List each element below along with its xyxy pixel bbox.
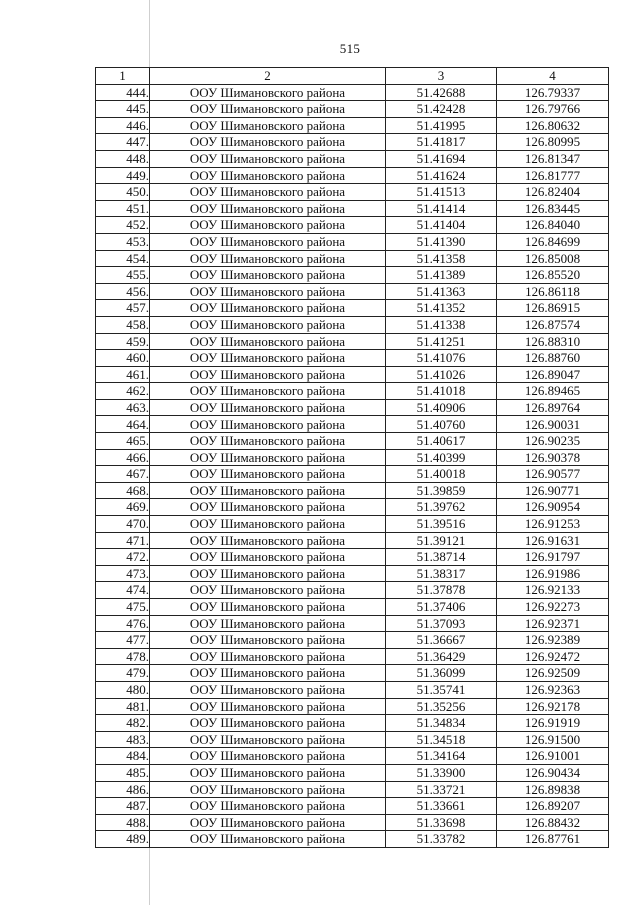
- row-latitude: 51.41363: [386, 283, 497, 300]
- page-number: 515: [339, 41, 361, 56]
- row-name: ООУ Шимановского района: [150, 333, 386, 350]
- table-row: [96, 117, 609, 134]
- row-number: 455.: [96, 267, 150, 284]
- row-longitude: 126.92363: [497, 681, 609, 698]
- row-number: 454.: [96, 250, 150, 267]
- row-number: 475.: [96, 599, 150, 616]
- table-row: [96, 715, 609, 732]
- row-number: 453.: [96, 233, 150, 250]
- row-longitude: 126.91986: [497, 565, 609, 582]
- row-number: 484.: [96, 748, 150, 765]
- column-header-number: 1: [96, 68, 150, 85]
- row-longitude: 126.90031: [497, 416, 609, 433]
- table-row: [96, 482, 609, 499]
- row-latitude: 51.39121: [386, 532, 497, 549]
- row-number: 477.: [96, 632, 150, 649]
- row-name: ООУ Шимановского района: [150, 565, 386, 582]
- row-longitude: 126.83445: [497, 200, 609, 217]
- row-number: 474.: [96, 582, 150, 599]
- row-name: ООУ Шимановского района: [150, 582, 386, 599]
- row-number: 446.: [96, 117, 150, 134]
- row-name: ООУ Шимановского района: [150, 499, 386, 516]
- row-name: ООУ Шимановского района: [150, 632, 386, 649]
- row-name: ООУ Шимановского района: [150, 599, 386, 616]
- row-number: 480.: [96, 681, 150, 698]
- row-number: 448.: [96, 150, 150, 167]
- row-name: ООУ Шимановского района: [150, 731, 386, 748]
- row-latitude: 51.35256: [386, 698, 497, 715]
- row-latitude: 51.40018: [386, 466, 497, 483]
- row-longitude: 126.86118: [497, 283, 609, 300]
- row-number: 463.: [96, 399, 150, 416]
- row-longitude: 126.92178: [497, 698, 609, 715]
- row-longitude: 126.86915: [497, 300, 609, 317]
- row-number: 487.: [96, 798, 150, 815]
- row-name: ООУ Шимановского района: [150, 748, 386, 765]
- row-number: 485.: [96, 764, 150, 781]
- table-row: [96, 449, 609, 466]
- table-row: [96, 200, 609, 217]
- row-name: ООУ Шимановского района: [150, 549, 386, 566]
- row-name: ООУ Шимановского района: [150, 482, 386, 499]
- row-number: 465.: [96, 433, 150, 450]
- row-number: 472.: [96, 549, 150, 566]
- column-header-latitude: 3: [386, 68, 497, 85]
- row-number: 483.: [96, 731, 150, 748]
- row-latitude: 51.41694: [386, 150, 497, 167]
- row-number: 452.: [96, 217, 150, 234]
- row-name: ООУ Шимановского района: [150, 134, 386, 151]
- row-latitude: 51.39859: [386, 482, 497, 499]
- row-longitude: 126.87761: [497, 831, 609, 848]
- row-number: 460.: [96, 350, 150, 367]
- table-row: [96, 516, 609, 533]
- row-latitude: 51.41389: [386, 267, 497, 284]
- row-longitude: 126.89838: [497, 781, 609, 798]
- row-longitude: 126.90378: [497, 449, 609, 466]
- row-name: ООУ Шимановского района: [150, 84, 386, 101]
- row-latitude: 51.33900: [386, 764, 497, 781]
- row-latitude: 51.41251: [386, 333, 497, 350]
- row-number: 456.: [96, 283, 150, 300]
- table-row: [96, 565, 609, 582]
- table-row: [96, 599, 609, 616]
- row-latitude: 51.41358: [386, 250, 497, 267]
- table-row: [96, 84, 609, 101]
- row-name: ООУ Шимановского района: [150, 831, 386, 848]
- row-longitude: 126.90577: [497, 466, 609, 483]
- row-name: ООУ Шимановского района: [150, 217, 386, 234]
- row-name: ООУ Шимановского района: [150, 117, 386, 134]
- table-row: [96, 184, 609, 201]
- row-number: 481.: [96, 698, 150, 715]
- row-name: ООУ Шимановского района: [150, 449, 386, 466]
- row-longitude: 126.89207: [497, 798, 609, 815]
- row-name: ООУ Шимановского района: [150, 516, 386, 533]
- row-latitude: 51.41076: [386, 350, 497, 367]
- row-latitude: 51.40760: [386, 416, 497, 433]
- row-latitude: 51.33661: [386, 798, 497, 815]
- table-row: [96, 283, 609, 300]
- row-longitude: 126.92371: [497, 615, 609, 632]
- row-number: 462.: [96, 383, 150, 400]
- table-row: [96, 582, 609, 599]
- table-row: [96, 831, 609, 848]
- row-longitude: 126.80632: [497, 117, 609, 134]
- row-longitude: 126.81777: [497, 167, 609, 184]
- row-latitude: 51.41404: [386, 217, 497, 234]
- row-name: ООУ Шимановского района: [150, 433, 386, 450]
- row-name: ООУ Шимановского района: [150, 233, 386, 250]
- table-row: [96, 466, 609, 483]
- table-row: [96, 233, 609, 250]
- row-latitude: 51.40399: [386, 449, 497, 466]
- row-number: 486.: [96, 781, 150, 798]
- row-longitude: 126.80995: [497, 134, 609, 151]
- row-latitude: 51.34834: [386, 715, 497, 732]
- row-number: 458.: [96, 316, 150, 333]
- row-longitude: 126.82404: [497, 184, 609, 201]
- row-longitude: 126.85008: [497, 250, 609, 267]
- row-name: ООУ Шимановского района: [150, 466, 386, 483]
- row-latitude: 51.41018: [386, 383, 497, 400]
- row-longitude: 126.91500: [497, 731, 609, 748]
- row-longitude: 126.90771: [497, 482, 609, 499]
- table-row: [96, 350, 609, 367]
- row-name: ООУ Шимановского района: [150, 648, 386, 665]
- table-row: [96, 167, 609, 184]
- row-name: ООУ Шимановского района: [150, 250, 386, 267]
- table-row: [96, 698, 609, 715]
- table-row: [96, 549, 609, 566]
- row-name: ООУ Шимановского района: [150, 615, 386, 632]
- table-row: [96, 366, 609, 383]
- row-longitude: 126.90434: [497, 764, 609, 781]
- row-latitude: 51.35741: [386, 681, 497, 698]
- table-row: [96, 316, 609, 333]
- row-name: ООУ Шимановского района: [150, 532, 386, 549]
- table-row: [96, 532, 609, 549]
- table-row: [96, 814, 609, 831]
- row-number: 467.: [96, 466, 150, 483]
- row-latitude: 51.41026: [386, 366, 497, 383]
- row-name: ООУ Шимановского района: [150, 316, 386, 333]
- row-number: 461.: [96, 366, 150, 383]
- row-number: 451.: [96, 200, 150, 217]
- column-header-name: 2: [150, 68, 386, 85]
- row-number: 476.: [96, 615, 150, 632]
- row-number: 473.: [96, 565, 150, 582]
- row-number: 449.: [96, 167, 150, 184]
- row-name: ООУ Шимановского района: [150, 283, 386, 300]
- row-number: 464.: [96, 416, 150, 433]
- table-row: [96, 267, 609, 284]
- row-number: 478.: [96, 648, 150, 665]
- table-row: [96, 748, 609, 765]
- row-number: 489.: [96, 831, 150, 848]
- row-latitude: 51.33698: [386, 814, 497, 831]
- row-name: ООУ Шимановского района: [150, 200, 386, 217]
- row-number: 466.: [96, 449, 150, 466]
- table-row: [96, 632, 609, 649]
- table-row: [96, 731, 609, 748]
- table-row: [96, 781, 609, 798]
- table-row: [96, 333, 609, 350]
- row-number: 459.: [96, 333, 150, 350]
- row-latitude: 51.42428: [386, 101, 497, 118]
- table-row: [96, 217, 609, 234]
- row-longitude: 126.84040: [497, 217, 609, 234]
- row-longitude: 126.87574: [497, 316, 609, 333]
- table-row: [96, 383, 609, 400]
- row-name: ООУ Шимановского района: [150, 150, 386, 167]
- row-latitude: 51.41995: [386, 117, 497, 134]
- row-latitude: 51.37878: [386, 582, 497, 599]
- table-header-row: [96, 68, 609, 85]
- row-name: ООУ Шимановского района: [150, 300, 386, 317]
- row-latitude: 51.39762: [386, 499, 497, 516]
- row-name: ООУ Шимановского района: [150, 350, 386, 367]
- row-longitude: 126.91001: [497, 748, 609, 765]
- row-latitude: 51.41414: [386, 200, 497, 217]
- row-latitude: 51.34164: [386, 748, 497, 765]
- table-row: [96, 300, 609, 317]
- table-row: [96, 433, 609, 450]
- row-number: 482.: [96, 715, 150, 732]
- row-longitude: 126.89047: [497, 366, 609, 383]
- row-latitude: 51.39516: [386, 516, 497, 533]
- row-name: ООУ Шимановского района: [150, 715, 386, 732]
- table-row: [96, 134, 609, 151]
- row-number: 468.: [96, 482, 150, 499]
- row-number: 444.: [96, 84, 150, 101]
- row-name: ООУ Шимановского района: [150, 698, 386, 715]
- row-longitude: 126.92509: [497, 665, 609, 682]
- row-number: 479.: [96, 665, 150, 682]
- row-latitude: 51.40906: [386, 399, 497, 416]
- row-number: 469.: [96, 499, 150, 516]
- row-latitude: 51.37406: [386, 599, 497, 616]
- table-row: [96, 798, 609, 815]
- row-latitude: 51.38317: [386, 565, 497, 582]
- row-longitude: 126.90235: [497, 433, 609, 450]
- table-row: [96, 399, 609, 416]
- row-latitude: 51.33782: [386, 831, 497, 848]
- row-number: 457.: [96, 300, 150, 317]
- row-latitude: 51.36667: [386, 632, 497, 649]
- row-longitude: 126.79766: [497, 101, 609, 118]
- row-name: ООУ Шимановского района: [150, 798, 386, 815]
- row-name: ООУ Шимановского района: [150, 416, 386, 433]
- table-row: [96, 764, 609, 781]
- row-number: 488.: [96, 814, 150, 831]
- row-number: 471.: [96, 532, 150, 549]
- row-longitude: 126.91253: [497, 516, 609, 533]
- row-latitude: 51.37093: [386, 615, 497, 632]
- row-longitude: 126.88310: [497, 333, 609, 350]
- row-number: 470.: [96, 516, 150, 533]
- row-longitude: 126.85520: [497, 267, 609, 284]
- row-name: ООУ Шимановского района: [150, 101, 386, 118]
- column-header-longitude: 4: [497, 68, 609, 85]
- row-latitude: 51.41817: [386, 134, 497, 151]
- table-row: [96, 416, 609, 433]
- row-number: 447.: [96, 134, 150, 151]
- row-longitude: 126.88760: [497, 350, 609, 367]
- row-longitude: 126.89764: [497, 399, 609, 416]
- row-longitude: 126.90954: [497, 499, 609, 516]
- row-longitude: 126.92273: [497, 599, 609, 616]
- row-longitude: 126.88432: [497, 814, 609, 831]
- row-name: ООУ Шимановского района: [150, 383, 386, 400]
- row-latitude: 51.34518: [386, 731, 497, 748]
- row-name: ООУ Шимановского района: [150, 366, 386, 383]
- row-longitude: 126.92389: [497, 632, 609, 649]
- row-name: ООУ Шимановского района: [150, 764, 386, 781]
- table-row: [96, 250, 609, 267]
- row-name: ООУ Шимановского района: [150, 681, 386, 698]
- table-row: [96, 499, 609, 516]
- row-name: ООУ Шимановского района: [150, 814, 386, 831]
- row-name: ООУ Шимановского района: [150, 184, 386, 201]
- row-name: ООУ Шимановского района: [150, 781, 386, 798]
- row-name: ООУ Шимановского района: [150, 267, 386, 284]
- row-latitude: 51.40617: [386, 433, 497, 450]
- row-latitude: 51.38714: [386, 549, 497, 566]
- row-latitude: 51.41513: [386, 184, 497, 201]
- table-row: [96, 101, 609, 118]
- row-name: ООУ Шимановского района: [150, 665, 386, 682]
- row-longitude: 126.81347: [497, 150, 609, 167]
- row-number: 445.: [96, 101, 150, 118]
- row-longitude: 126.84699: [497, 233, 609, 250]
- row-name: ООУ Шимановского района: [150, 167, 386, 184]
- row-latitude: 51.41390: [386, 233, 497, 250]
- table-row: [96, 615, 609, 632]
- table-row: [96, 648, 609, 665]
- table-row: [96, 150, 609, 167]
- row-latitude: 51.41352: [386, 300, 497, 317]
- row-longitude: 126.91919: [497, 715, 609, 732]
- row-longitude: 126.89465: [497, 383, 609, 400]
- row-number: 450.: [96, 184, 150, 201]
- row-latitude: 51.41338: [386, 316, 497, 333]
- table-row: [96, 681, 609, 698]
- row-longitude: 126.92472: [497, 648, 609, 665]
- table-row: [96, 665, 609, 682]
- row-longitude: 126.92133: [497, 582, 609, 599]
- row-longitude: 126.91631: [497, 532, 609, 549]
- row-latitude: 51.36099: [386, 665, 497, 682]
- row-name: ООУ Шимановского района: [150, 399, 386, 416]
- coordinates-table: [95, 67, 609, 848]
- row-longitude: 126.79337: [497, 84, 609, 101]
- row-longitude: 126.91797: [497, 549, 609, 566]
- row-latitude: 51.33721: [386, 781, 497, 798]
- row-latitude: 51.36429: [386, 648, 497, 665]
- row-latitude: 51.42688: [386, 84, 497, 101]
- row-latitude: 51.41624: [386, 167, 497, 184]
